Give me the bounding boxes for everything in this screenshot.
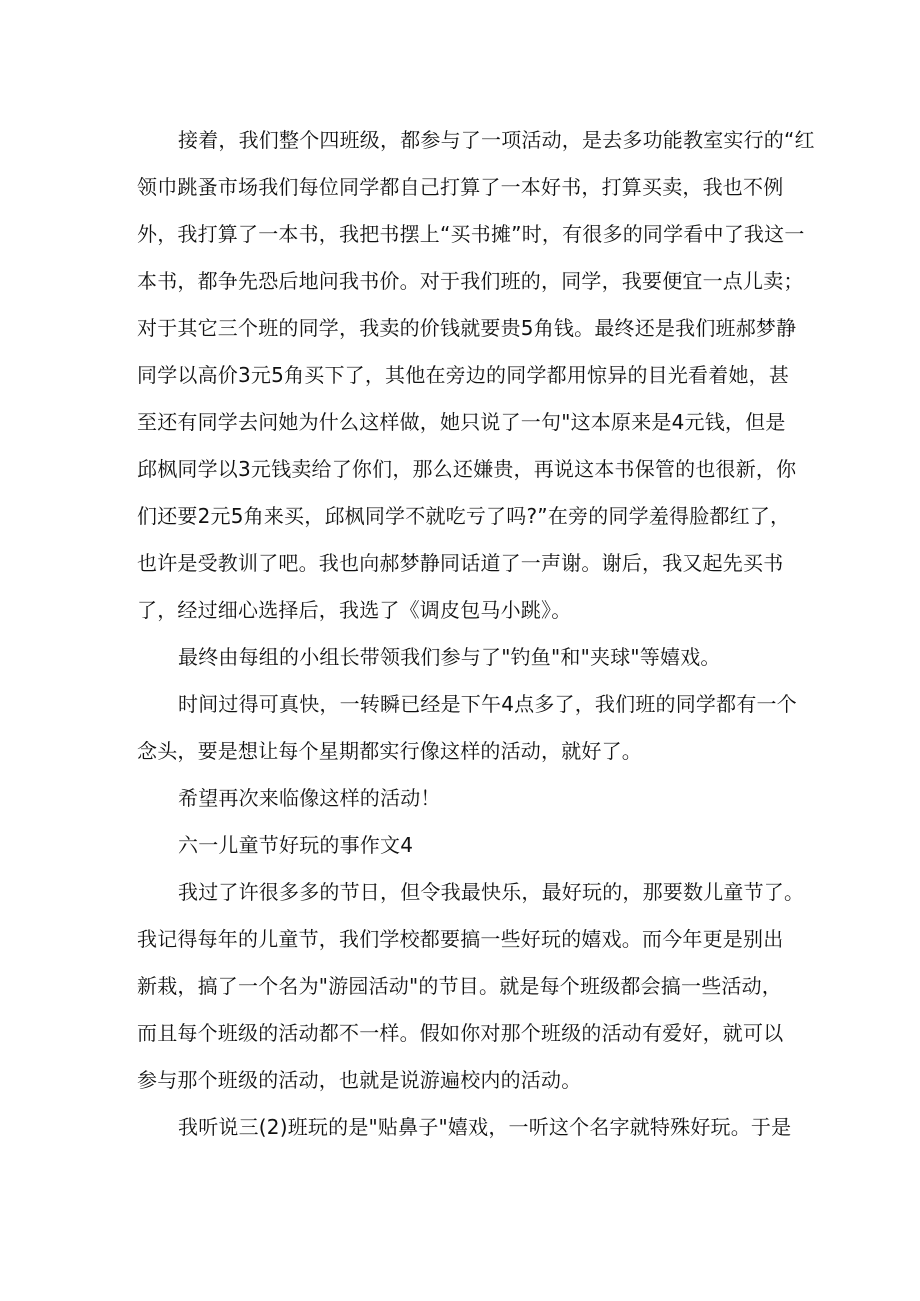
text-line-1: 接着，我们整个四班级，都参与了一项活动，是去多功能教室实行的“红 [178, 128, 815, 152]
text-line-12: 最终由每组的小组长带领我们参与了"钓鱼"和"夹球"等嬉戏。 [178, 645, 721, 669]
text-line-10: 也许是受教训了吧。我也向郝梦静同话道了一声谢。谢后，我又起先买书 [137, 551, 784, 575]
text-line-6: 同学以高价3元5角买下了，其他在旁边的同学都用惊异的目光看着她，甚 [137, 363, 790, 387]
text-line-5: 对于其它三个班的同学，我卖的价钱就要贵5角钱。最终还是我们班郝梦静 [137, 316, 797, 340]
text-line-4: 本书，都争先恐后地问我书价。对于我们班的，同学，我要便宜一点儿卖； [137, 269, 804, 293]
text-line-20: 而且每个班级的活动都不一样。假如你对那个班级的活动有爱好，就可以 [137, 1021, 784, 1045]
text-line-9: 们还要2元5角来买，邱枫同学不就吃亏了吗?”在旁的同学羞得脸都红了， [137, 504, 791, 528]
text-line-15: 希望再次来临像这样的活动！ [178, 786, 441, 810]
text-line-18: 我记得每年的儿童节，我们学校都要搞一些好玩的嬉戏。而今年更是别出 [137, 927, 784, 951]
text-line-19: 新栽，搞了一个名为"游园活动"的节目。就是每个班级都会搞一些活动， [137, 974, 782, 998]
section-heading: 六一儿童节好玩的事作文4 [178, 833, 414, 857]
text-line-14: 念头，要是想让每个星期都实行像这样的活动，就好了。 [137, 739, 642, 763]
text-line-2: 领巾跳蚤市场我们每位同学都自己打算了一本好书，打算买卖，我也不例 [137, 175, 784, 199]
text-line-17: 我过了许很多多的节日，但令我最快乐，最好玩的，那要数儿童节了。 [178, 880, 805, 904]
text-line-13: 时间过得可真快，一转瞬已经是下午4点多了，我们班的同学都有一个 [178, 692, 797, 716]
text-line-3: 外，我打算了一本书，我把书摆上“买书摊”时，有很多的同学看中了我这一 [137, 222, 805, 246]
text-line-7: 至还有同学去问她为什么这样做，她只说了一句"这本原来是4元钱，但是 [137, 410, 786, 434]
text-line-22: 我听说三(2)班玩的是"贴鼻子"嬉戏，一听这个名字就特殊好玩。于是 [178, 1115, 792, 1139]
text-line-11: 了，经过细心选择后，我选了《调皮包马小跳》。 [137, 598, 572, 622]
text-line-21: 参与那个班级的活动，也就是说游遍校内的活动。 [137, 1068, 582, 1092]
text-line-8: 邱枫同学以3元钱卖给了你们，那么还嫌贵，再说这本书保管的也很新，你 [137, 457, 797, 481]
